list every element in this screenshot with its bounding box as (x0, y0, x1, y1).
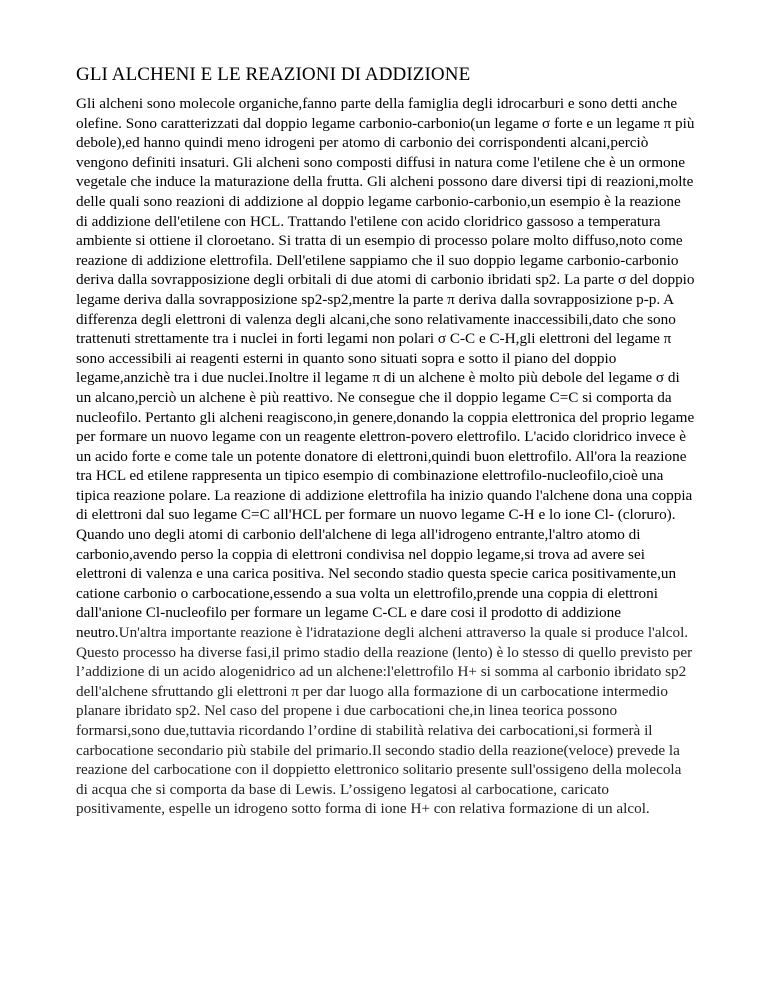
body-text-part2: Un'altra importante reazione è l'idratazione degli alcheni attraverso la quale si produce l'alcol. Questo processo ha diverse fasi,il primo stadio della reazione (lento) è lo stesso di quello previsto per l’addizione di un acido alogenidrico ad un alchene:l'elettrofilo H+ si somma al carbonio ibridato sp2 dell'alchene sfruttando gli elettroni π per dar luogo alla formazione di un carbocatione intermedio planare ibridato sp2. Nel caso del propene i due carbocationi che,in linea teorica possono formarsi,sono due,tuttavia ricordando l’ordine di stabilità relativa dei carbocationi,si formerà il carbocatione secondario più stabile del primario.Il secondo stadio della reazione(veloce) prevede la reazione del carbocatione con il doppietto elettronico solitario presente sull'ossigeno della molecola di acqua che si comporta da base di Lewis. L’ossigeno legatosi al carbocatione, caricato positivamente, espelle un idrogeno sotto forma di ione H+ con relativa formazione di un alcol. (76, 624, 693, 818)
document-body (76, 94, 696, 819)
document-page (76, 62, 696, 819)
document-title: GLI ALCHENI E LE REAZIONI DI ADDIZIONE (76, 64, 471, 85)
body-text-part1: Gli alcheni sono molecole organiche,fanno parte della famiglia degli idrocarburi e sono detti anche olefine. Sono caratterizzati dal doppio legame carbonio-carbonio(un legame σ forte e un legame π più debole),ed hanno quindi meno idrogeni per atomo di carbonio dei corrispondenti alcani,perciò vengono definiti insaturi. Gli alcheni sono composti diffusi in natura come l'etilene che è un ormone vegetale che induce la maturazione della frutta. Gli alcheni possono dare diversi tipi di reazioni,molte delle quali sono reazioni di addizione al doppio legame carbonio-carbonio,un esempio è la reazione di addizione dell'etilene con HCL. Trattando l'etilene con acido cloridrico gassoso a temperatura ambiente si ottiene il cloroetano. Si tratta di un esempio di processo polare molto diffuso,noto come reazione di addizione elettrofila. Dell'etilene sappiamo che il suo doppio legame carbonio-carbonio deriva dalla sovrapposizione degli orbitali di due atomi di carbonio ibridati sp2. La parte σ del doppio legame deriva dalla sovrapposizione sp2-sp2,mentre la parte π deriva dalla sovrapposizione p-p. A differenza degli elettroni di valenza degli alcani,che sono relativamente inaccessibili,dato che sono trattenuti strettamente tra i nuclei in forti legami non polari σ C-C e C-H,gli elettroni del legame π sono accessibili ai reagenti esterni in quanto sono situati sopra e sotto il piano del doppio legame,anzichè tra i due nuclei.Inoltre il legame π di un alchene è molto più debole del legame σ di un alcano,perciò un alchene è più reattivo. Ne consegue che il doppio legame C=C si comporta da nucleofilo. Pertanto gli alcheni reagiscono,in genere,donando la coppia elettronica del proprio legame per formare un nuovo legame con un reagente elettron-povero elettrofilo. L'acido cloridrico invece è un acido forte e come tale un potente donatore di elettroni,quindi buon elettrofilo. All'ora la reazione tra HCL ed etilene rappresenta un tipico esempio di combinazione elettrofilo-nucleofilo,cioè una tipica reazione polare. La reazione di addizione elettrofila ha inizio quando l'alchene dona una coppia di elettroni dal suo legame C=C all'HCL per formare un nuovo legame C-H e lo ione Cl- (cloruro). Quando uno degli atomi di carbonio dell'alchene di lega all'idrogeno entrante,l'altro atomo di carbonio,avendo perso la coppia di elettroni condivisa nel doppio legame,si trova ad avere sei elettroni di valenza e una carica positiva. Nel secondo stadio questa specie carica positivamente,un catione carbonio o carbocatione,essendo a sua volta un elettrofilo,prende una coppia di elettroni dall'anione Cl-nucleofilo per formare un legame C-CL e dare cosi il prodotto di addizione neutro. (76, 95, 695, 642)
